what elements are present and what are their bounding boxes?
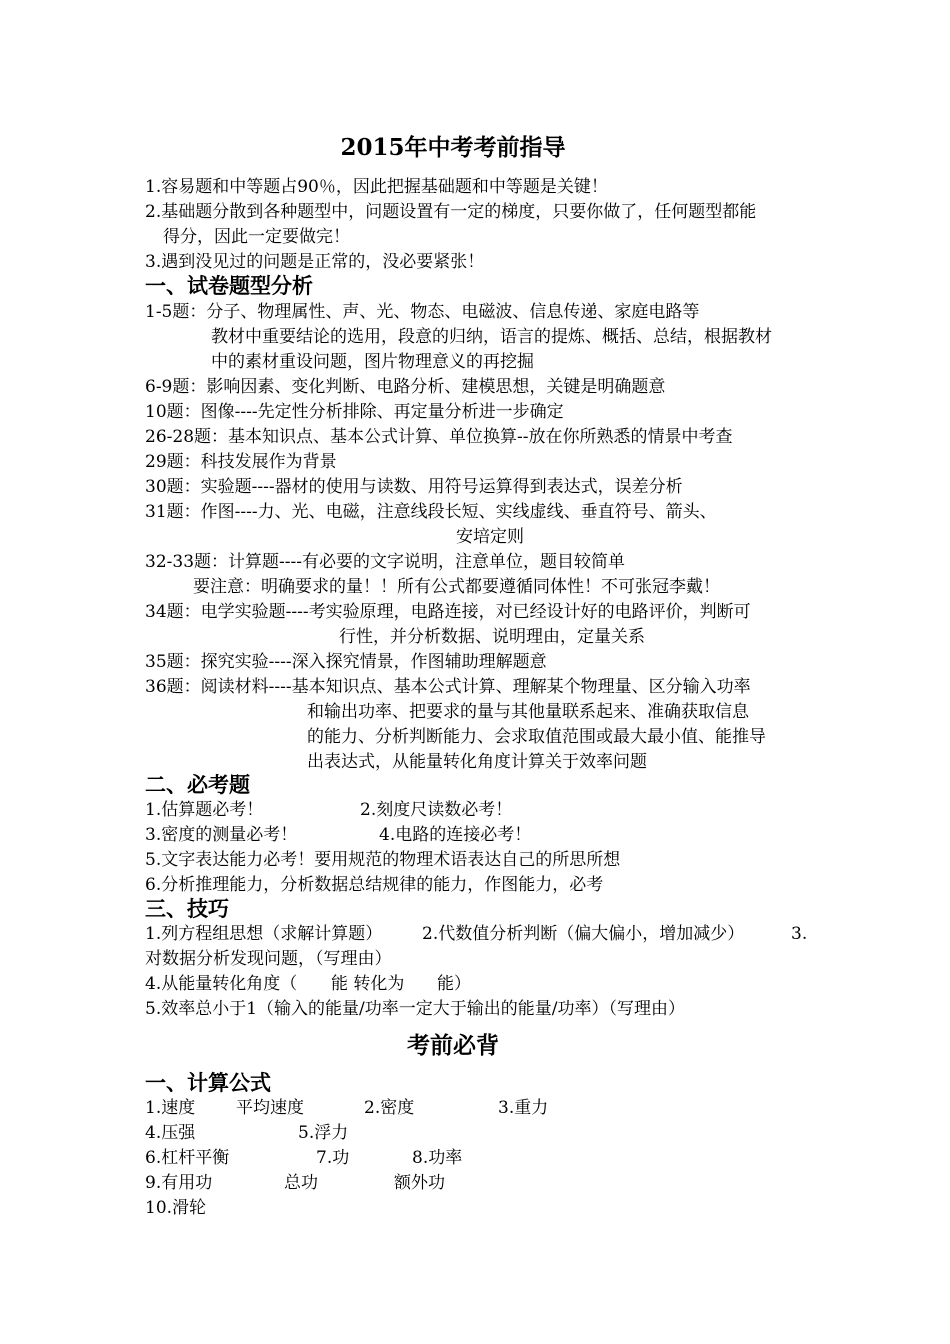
formula-item: 9.有用功	[145, 1173, 213, 1193]
formula-item: 1.速度	[145, 1098, 196, 1118]
formula-item: 3.重力	[498, 1098, 549, 1118]
analysis-line: 36题：阅读材料----基本知识点、基本公式计算、理解某个物理量、区分输入功率	[145, 677, 751, 697]
formula-item: 额外功	[394, 1173, 445, 1193]
formula-item: 8.功率	[412, 1148, 463, 1168]
analysis-line: 26-28题：基本知识点、基本公式计算、单位换算--放在你所熟悉的情景中考查	[145, 427, 733, 447]
must-test-item: 2.刻度尺读数必考！	[360, 800, 513, 820]
analysis-line: 要注意：明确要求的量！！所有公式都要遵循同体性！不可张冠李戴！	[193, 577, 720, 597]
formula-item: 总功	[284, 1173, 318, 1193]
must-test-item: 3.密度的测量必考！	[145, 825, 298, 845]
intro-line-2-cont: 得分，因此一定要做完！	[163, 227, 350, 247]
analysis-line: 35题：探究实验----深入探究情景，作图辅助理解题意	[145, 652, 547, 672]
section-heading-must-test: 二、必考题	[145, 773, 250, 797]
formula-item: 平均速度	[236, 1098, 304, 1118]
tip-item: 5.效率总小于1（输入的能量/功率一定大于输出的能量/功率）（写理由）	[145, 999, 685, 1019]
analysis-line: 32-33题：计算题----有必要的文字说明，注意单位，题目较简单	[145, 552, 625, 572]
analysis-line: 6-9题：影响因素、变化判断、电路分析、建模思想，关键是明确题意	[145, 377, 666, 397]
analysis-line: 29题：科技发展作为背景	[145, 452, 337, 472]
analysis-line: 1-5题：分子、物理属性、声、光、物态、电磁波、信息传递、家庭电路等	[145, 302, 700, 322]
intro-line-1: 1.容易题和中等题占90％，因此把握基础题和中等题是关键！	[145, 177, 608, 197]
document-subtitle: 考前必背	[407, 1032, 499, 1059]
analysis-line: 安培定则	[456, 527, 524, 547]
section-heading-tips: 三、技巧	[145, 897, 229, 921]
intro-line-2: 2.基础题分散到各种题型中，问题设置有一定的梯度，只要你做了，任何题型都能	[145, 202, 757, 222]
must-test-item: 5.文字表达能力必考！要用规范的物理术语表达自己的所思所想	[145, 850, 621, 870]
formula-item: 5.浮力	[298, 1123, 349, 1143]
analysis-line: 30题：实验题----器材的使用与读数、用符号运算得到表达式，误差分析	[145, 477, 683, 497]
section-heading-formulas: 一、计算公式	[145, 1071, 271, 1095]
analysis-line: 34题：电学实验题----考实验原理，电路连接，对已经设计好的电路评价，判断可	[145, 602, 751, 622]
must-test-item: 6.分析推理能力，分析数据总结规律的能力，作图能力，必考	[145, 875, 604, 895]
must-test-item: 4.电路的连接必考！	[379, 825, 532, 845]
tip-item: 1.列方程组思想（求解计算题）	[145, 924, 383, 944]
formula-item: 10.滑轮	[145, 1198, 207, 1218]
tip-item: 能）	[437, 974, 471, 994]
analysis-line: 和输出功率、把要求的量与其他量联系起来、准确获取信息	[307, 702, 749, 722]
analysis-line: 中的素材重设问题，图片物理意义的再挖掘	[211, 352, 534, 372]
formula-item: 6.杠杆平衡	[145, 1148, 230, 1168]
analysis-line: 10题：图像----先定性分析排除、再定量分析进一步确定	[145, 402, 564, 422]
analysis-line: 行性，并分析数据、说明理由，定量关系	[339, 627, 645, 647]
analysis-line: 31题：作图----力、光、电磁，注意线段长短、实线虚线、垂直符号、箭头、	[145, 502, 717, 522]
formula-item: 2.密度	[364, 1098, 415, 1118]
must-test-item: 1.估算题必考！	[145, 800, 264, 820]
tip-item: 对数据分析发现问题，（写理由）	[145, 949, 392, 969]
tip-item: 能 转化为	[331, 974, 405, 994]
tip-item: 3.	[791, 924, 808, 944]
analysis-line: 教材中重要结论的选用，段意的归纳，语言的提炼、概括、总结，根据教材	[211, 327, 772, 347]
section-heading-exam-analysis: 一、试卷题型分析	[145, 274, 313, 298]
analysis-line: 的能力、分析判断能力、会求取值范围或最大最小值、能推导	[307, 727, 766, 747]
formula-item: 7.功	[316, 1148, 350, 1168]
tip-item: 4.从能量转化角度（	[145, 974, 298, 994]
analysis-line: 出表达式，从能量转化角度计算关于效率问题	[307, 752, 647, 772]
tip-item: 2.代数值分析判断（偏大偏小，增加减少）	[422, 924, 745, 944]
intro-line-3: 3.遇到没见过的问题是正常的，没必要紧张！	[145, 252, 485, 272]
document-title: 2015年中考考前指导	[340, 134, 566, 161]
formula-item: 4.压强	[145, 1123, 196, 1143]
